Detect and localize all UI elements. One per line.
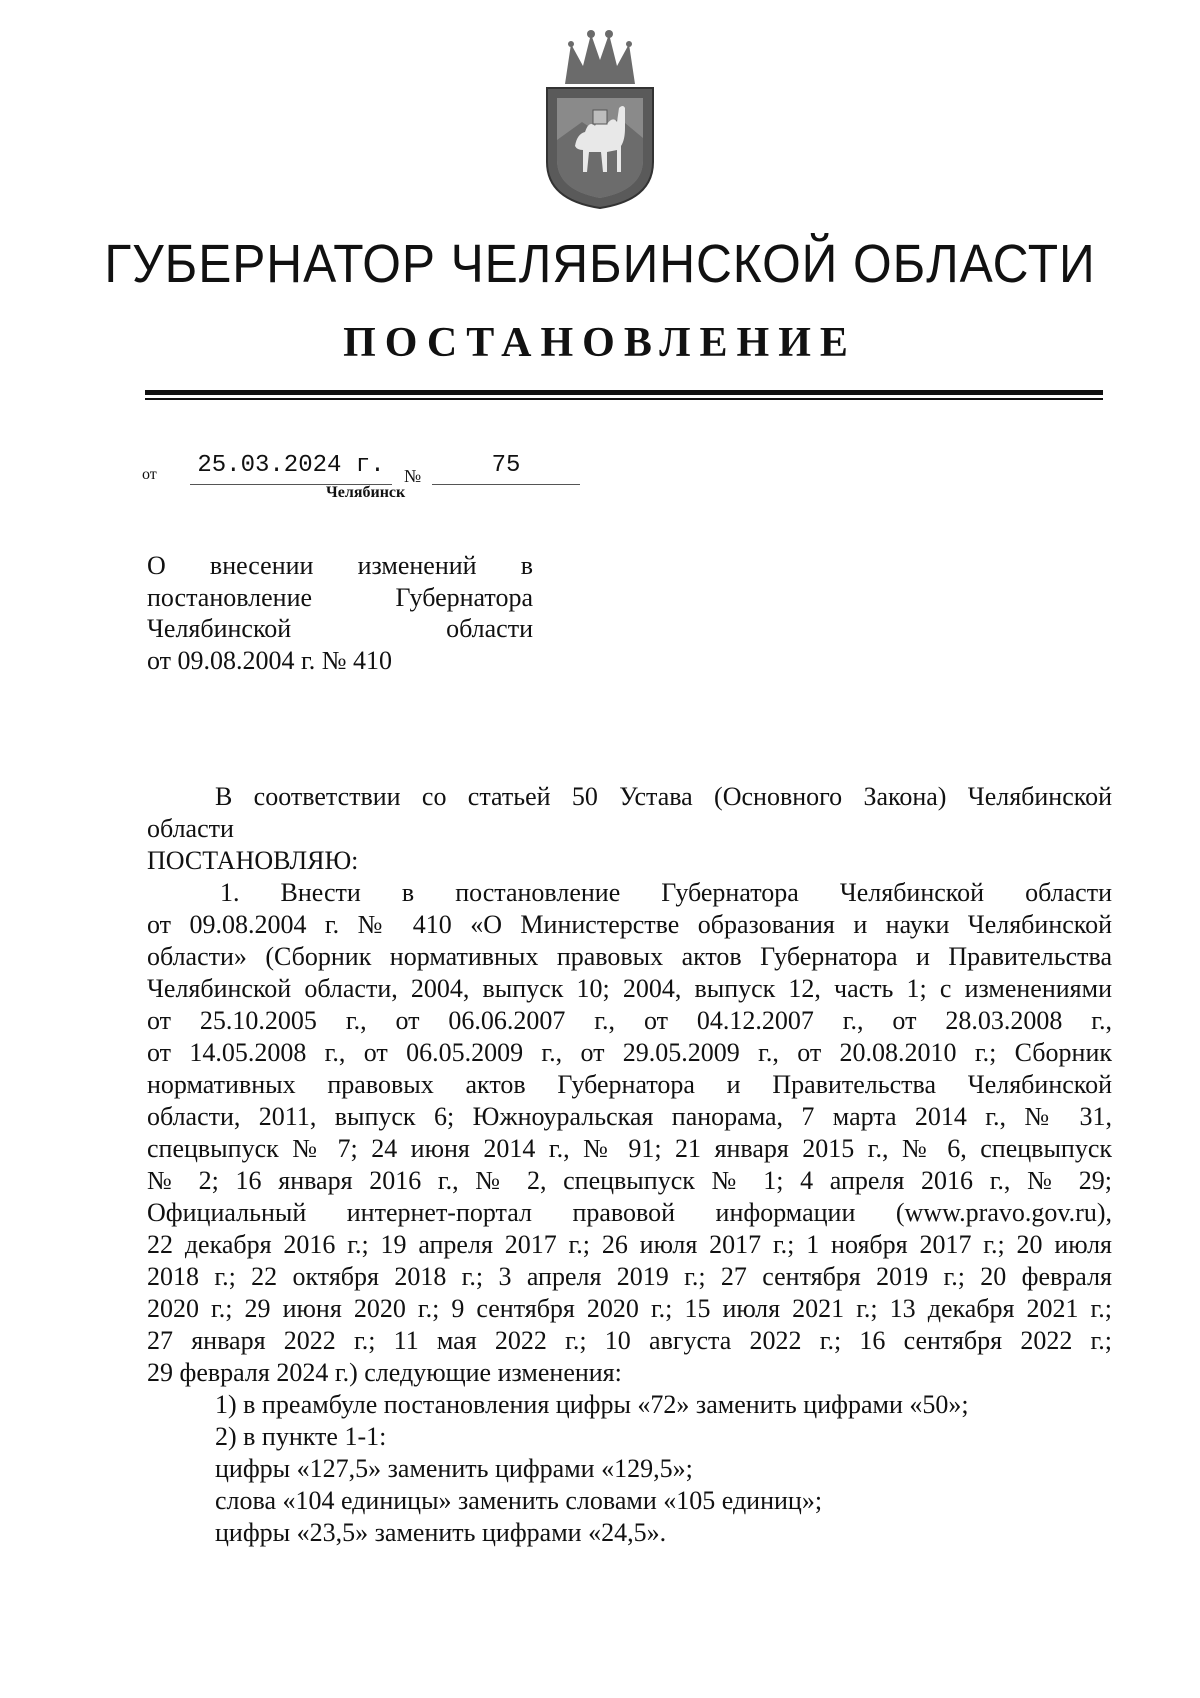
body-line: цифры «23,5» заменить цифрами «24,5».: [215, 1518, 667, 1547]
body-line: 1) в преамбуле постановления цифры «72» заменить цифрами «50»;: [215, 1390, 969, 1419]
resolution-body: [147, 781, 1112, 1549]
subject-line: Челябинской области: [147, 614, 533, 643]
body-line: 29 февраля 2024 г.) следующие изменения:: [147, 1358, 622, 1387]
body-line: В соответствии со статьей 50 Устава (Основного Закона) Челябинской: [215, 782, 1112, 811]
body-line: области» (Сборник нормативных правовых актов Губернатора и Правительства: [147, 942, 1112, 971]
body-line: 1. Внести в постановление Губернатора Челябинской области: [220, 878, 1112, 907]
body-line: Челябинской области, 2004, выпуск 10; 2004, выпуск 12, часть 1; с изменениями: [147, 974, 1112, 1003]
document-date: 25.03.2024 г.: [190, 448, 392, 485]
body-line: от 09.08.2004 г. № 410 «О Министерстве образования и науки Челябинской: [147, 910, 1112, 939]
document-type-heading: ПОСТАНОВЛЕНИЕ: [343, 320, 857, 366]
body-line: № 2; 16 января 2016 г., № 2, спецвыпуск № 1; 4 апреля 2016 г., № 29;: [147, 1166, 1112, 1195]
body-line: слова «104 единицы» заменить словами «105 единиц»;: [215, 1486, 823, 1515]
body-line: 27 января 2022 г.; 11 мая 2022 г.; 10 августа 2022 г.; 16 сентября 2022 г.;: [147, 1326, 1112, 1355]
body-line: от 14.05.2008 г., от 06.05.2009 г., от 29.05.2009 г., от 20.08.2010 г.; Сборник: [147, 1038, 1112, 1067]
city-label: Челябинск: [326, 484, 406, 501]
body-line: ПОСТАНОВЛЯЮ:: [147, 846, 359, 875]
body-line: Официальный интернет-портал правовой информации (www.pravo.gov.ru),: [147, 1198, 1112, 1227]
body-line: 2) в пункте 1-1:: [215, 1422, 387, 1451]
body-line: области: [147, 814, 234, 843]
body-line: 2018 г.; 22 октября 2018 г.; 3 апреля 2019 г.; 27 сентября 2019 г.; 20 февраля: [147, 1262, 1112, 1291]
from-label: от: [142, 466, 157, 483]
header-divider: [145, 390, 1103, 400]
number-sign: №: [404, 466, 422, 486]
subject-line: от 09.08.2004 г. № 410: [147, 645, 393, 675]
body-line: 2020 г.; 29 июня 2020 г.; 9 сентября 2020 г.; 15 июля 2021 г.; 13 декабря 2021 г.;: [147, 1294, 1112, 1323]
body-line: нормативных правовых актов Губернатора и Правительства Челябинской: [147, 1070, 1112, 1099]
document-number: 75: [432, 448, 580, 485]
body-line: 22 декабря 2016 г.; 19 апреля 2017 г.; 26 июля 2017 г.; 1 ноября 2017 г.; 20 июля: [147, 1230, 1112, 1259]
body-line: от 25.10.2005 г., от 06.06.2007 г., от 04.12.2007 г., от 28.03.2008 г.,: [147, 1006, 1112, 1035]
body-line: области, 2011, выпуск 6; Южноуральская панорама, 7 марта 2014 г., № 31,: [147, 1102, 1112, 1131]
subject-block: [147, 550, 533, 676]
subject-line: постановление Губернатора: [147, 582, 533, 612]
coat-of-arms-icon: [537, 22, 663, 212]
body-line: спецвыпуск № 7; 24 июня 2014 г., № 91; 21 января 2015 г., № 6, спецвыпуск: [147, 1134, 1112, 1163]
body-line: цифры «127,5» заменить цифрами «129,5»;: [215, 1454, 693, 1483]
subject-line: О внесении изменений в: [147, 551, 533, 580]
authority-title: ГУБЕРНАТОР ЧЕЛЯБИНСКОЙ ОБЛАСТИ: [104, 234, 1096, 294]
